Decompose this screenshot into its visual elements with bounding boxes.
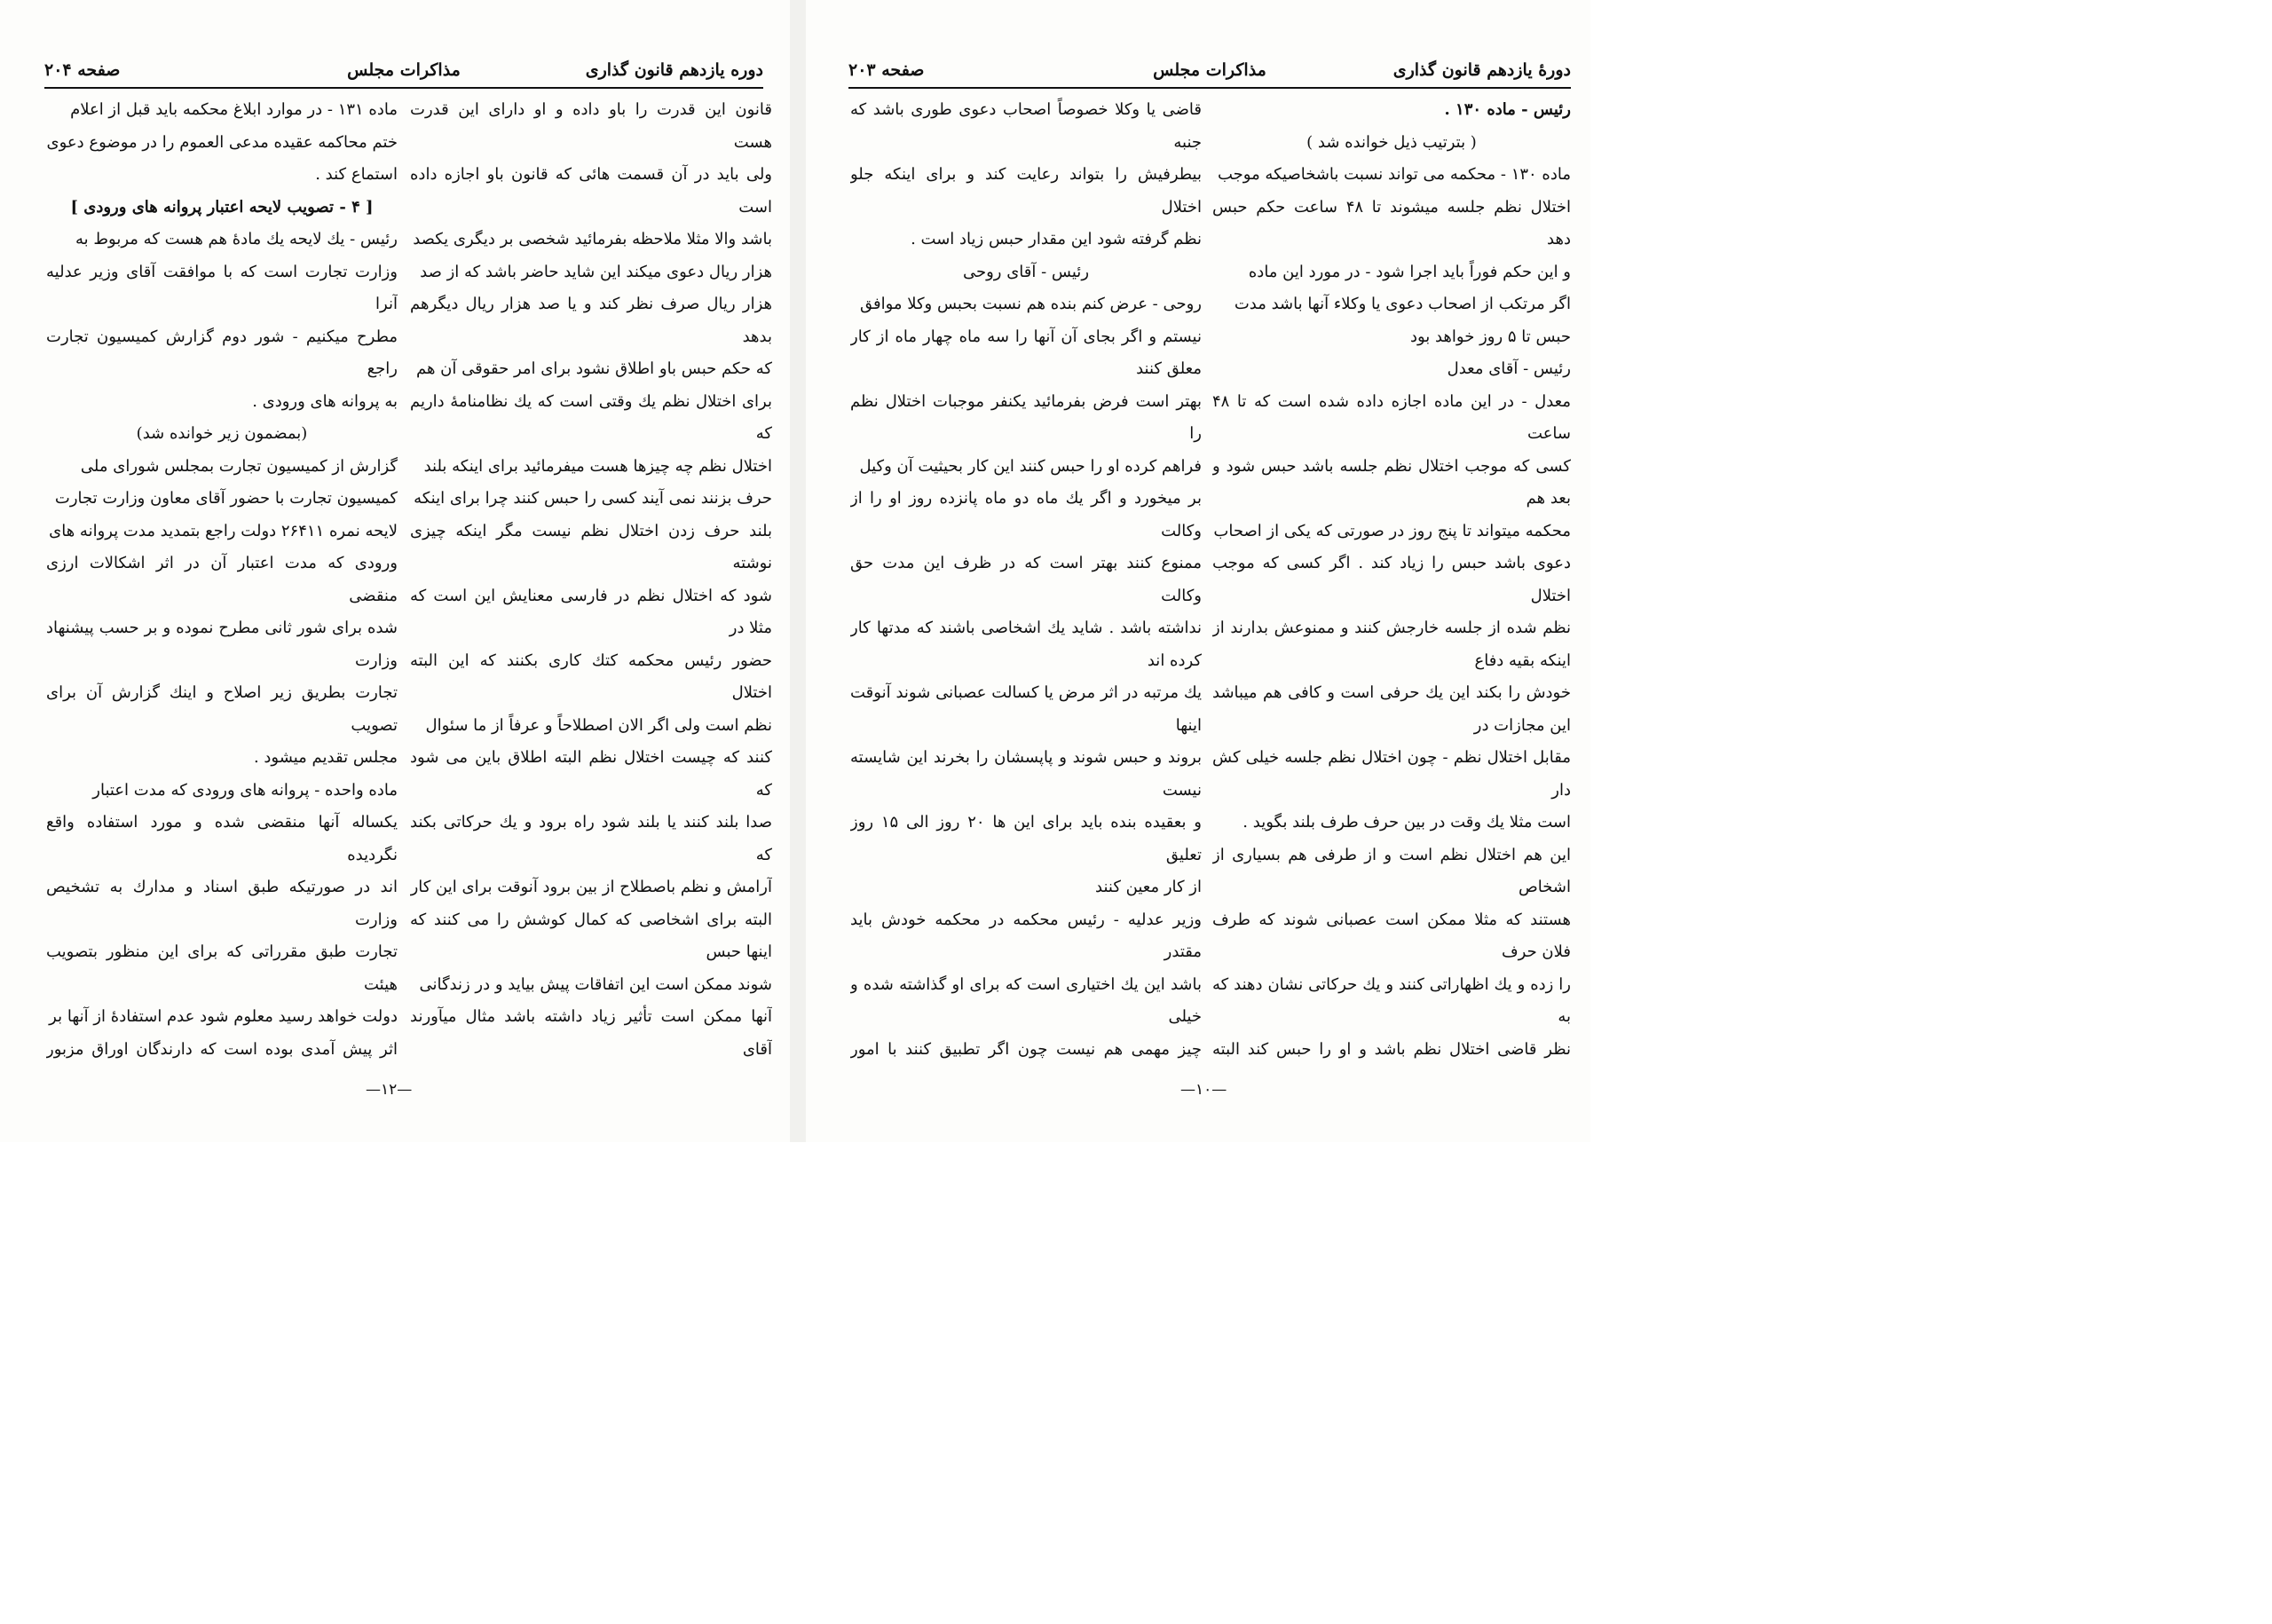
line: وزیر عدلیه - رئیس محکمه در محکمه خودش باید مقتدر xyxy=(850,910,1202,961)
reading-note: ( بترتیب ذیل خوانده شد ) xyxy=(1306,132,1477,152)
book-gutter xyxy=(790,0,806,1142)
header-title: مذاکرات مجلس xyxy=(347,60,461,80)
line: تجارت طبق مقرراتی که برای این منظور بتصویب هیئت xyxy=(46,942,398,994)
line: بر میخورد و اگر یك ماه دو ماه پانزده روز او را از وکالت xyxy=(850,489,1202,540)
line: استماع کند . xyxy=(315,165,398,184)
line: به پروانه های ورودی . xyxy=(252,391,398,411)
line: تجارت بطریق زیر اصلاح و اینك گزارش آن برای تصویب xyxy=(46,683,398,735)
line: رئیس - یك لایحه یك مادهٔ هم هست که مربوط به xyxy=(75,230,398,248)
header-page-number: صفحه ۲۰۳ xyxy=(848,60,925,80)
line: اختلال نظم چه چیزها هست میفرمائید برای اینکه بلند xyxy=(423,456,772,476)
text-column-right xyxy=(410,94,772,1070)
line: هزار ریال دعوی میکند این شاید حاضر باشد که از صد xyxy=(420,262,772,281)
line: البته برای اشخاصی که کمال کوشش را می کنند که اینها حبس xyxy=(410,910,772,961)
line: آنها ممکن است تأثیر زیاد داشته باشد مثال میآورند آقای xyxy=(410,1007,772,1059)
header-rule xyxy=(44,87,763,89)
line: خودش را بکند این یك حرفی است و کافی هم میباشد این مجازات در xyxy=(1212,683,1571,735)
line: نظر قاضی اختلال نظم باشد و او را حبس کند البته xyxy=(1212,1039,1571,1059)
line: باشد والا مثلا ملاحظه بفرمائید شخصی بر دیگری یکصد xyxy=(413,230,772,248)
line: اند در صورتیکه طبق اسناد و مدارك به تشخیص وزارت xyxy=(46,878,398,929)
line: هزار ریال صرف نظر کند و یا صد هزار ریال دیگرهم بدهد xyxy=(410,295,772,346)
line: مقابل اختلال نظم - چون اختلال نظم جلسه خیلی کش دار xyxy=(1212,748,1571,800)
line: ماده واحده - پروانه های ورودی که مدت اعتبار xyxy=(92,780,398,800)
line: اثر پیش آمدی بوده است که دارندگان اوراق مزبور xyxy=(46,1039,398,1059)
line: روحی - عرض کنم بنده هم نسبت بحبس وکلا موافق xyxy=(859,295,1202,313)
line: دعوی باشد حبس را زیاد کند . اگر کسی که موجب اختلال xyxy=(1212,554,1571,605)
line: مجلس تقدیم میشود . xyxy=(253,748,398,767)
line: ختم محاکمه عقیده مدعی العموم را در موضوع دعوی xyxy=(46,132,398,152)
line: کنند که چیست اختلال نظم البته اطلاق باین می شود که xyxy=(410,748,772,800)
line: را زده و یك اظهاراتی کنند و یك حرکاتی نشان دهند که به xyxy=(1212,974,1571,1026)
line: شوند ممکن است این اتفاقات پیش بیاید و در زندگانی xyxy=(419,974,772,994)
header-title: مذاکرات مجلس xyxy=(1153,60,1266,80)
line: که حکم حبس باو اطلاق نشود برای امر حقوقی آن هم xyxy=(415,359,772,378)
line: لایحه نمره ۲۶۴۱۱ دولت راجع بتمدید مدت پروانه های xyxy=(49,521,398,540)
line: قاضی یا وکلا خصوصاً اصحاب دعوی طوری باشد که جنبه xyxy=(850,100,1202,152)
line: نیستم و اگر بجای آن آنها را سه ماه چهار ماه از کار معلق کنند xyxy=(850,327,1202,378)
line: حبس تا ۵ روز خواهد بود xyxy=(1409,327,1571,346)
header-term: دوره یازدهم قانون گذاری xyxy=(585,60,763,80)
line: بیطرفیش را بتواند رعایت کند و برای اینکه جلو اختلال xyxy=(850,165,1202,217)
line: است مثلا یك وقت در بین حرف طرف بلند بگوید . xyxy=(1242,813,1571,832)
line: ورودی که مدت اعتبار آن در اثر اشکالات ارزی منقضی xyxy=(46,554,398,605)
line: و این حکم فوراً باید اجرا شود - در مورد این ماده xyxy=(1248,262,1571,281)
line: نظم شده از جلسه خارجش کنند و ممنوعش بدارند از اینکه بقیه دفاع xyxy=(1212,619,1571,670)
line: رئیس - آقای معدل xyxy=(1447,359,1571,378)
line: ممنوع کنند بهتر است که در ظرف این مدت حق وکالت xyxy=(850,554,1202,605)
text-column-right xyxy=(1212,94,1571,1070)
line: چیز مهمی هم نیست چون اگر تطبیق کنند با امور xyxy=(850,1039,1202,1059)
line: این هم اختلال نظم است و از طرفی هم بسیاری از اشخاص xyxy=(1212,845,1571,896)
folio-number: —۱۲— xyxy=(366,1081,413,1099)
line: کسی که موجب اختلال نظم جلسه باشد حبس شود و بعد هم xyxy=(1212,456,1571,508)
header-rule xyxy=(848,87,1571,89)
line: شود که اختلال نظم در فارسی معنایش این است که مثلا در xyxy=(410,586,772,637)
line: نظم گرفته شود این مقدار حبس زیاد است . xyxy=(911,230,1202,248)
line: حضور رئیس محکمه کتك کاری بکنند که این البته اختلال xyxy=(410,650,772,702)
folio-number: —۱۰— xyxy=(1180,1081,1227,1099)
line: معدل - در این ماده اجازه داده شده است که تا ۴۸ ساعت xyxy=(1212,391,1571,443)
section-heading: [ ۴ - تصویب لایحه اعتبار پروانه های ورودی ] xyxy=(70,197,374,217)
line: فراهم کرده او را حبس کنند این کار بحیثیت آن وکیل xyxy=(859,456,1202,476)
line: یکساله آنها منقضی شده و مورد استفاده واقع نگردیده xyxy=(46,813,398,864)
line: نداشته باشد . شاید یك اشخاصی باشند که مدتها کار کرده اند xyxy=(850,619,1202,670)
line: باشد این یك اختیاری است که برای او گذاشته شده و خیلی xyxy=(850,974,1202,1026)
line: محکمه میتواند تا پنج روز در صورتی که یکی از اصحاب xyxy=(1213,521,1571,540)
line: کمیسیون تجارت با حضور آقای معاون وزارت تجارت xyxy=(54,489,398,508)
line: دولت خواهد رسید معلوم شود عدم استفادهٔ از آنها بر xyxy=(49,1007,398,1026)
line: بروند و حبس شوند و پاپسشان را بخرند این شایسته نیست xyxy=(850,748,1202,800)
line: وزارت تجارت است که با موافقت آقای وزیر عدلیه آنرا xyxy=(46,262,398,313)
line: ماده ۱۳۰ - محکمه می تواند نسبت باشخاصیکه موجب xyxy=(1217,165,1571,184)
header-term: دورهٔ یازدهم قانون گذاری xyxy=(1392,60,1571,80)
line: و بعقیده بنده باید برای این ها ۲۰ روز الی ۱۵ روز تعلیق xyxy=(850,813,1202,864)
line: از کار معین کنند xyxy=(1095,878,1202,896)
section-heading: رئیس - ماده ۱۳۰ . xyxy=(1444,100,1571,119)
line: حرف بزنند نمی آیند کسی را حبس کنند چرا برای اینکه xyxy=(414,489,772,508)
line xyxy=(410,1066,772,1070)
line: آرامش و نظم باصطلاح از بین برود آنوقت برای این کار xyxy=(410,878,772,896)
line: قانون این قدرت را باو داده و او دارای این قدرت هست xyxy=(410,100,772,152)
left-page xyxy=(0,0,790,1142)
line: بهتر است فرض بفرمائید یکنفر موجبات اختلال نظم را xyxy=(850,391,1202,443)
text-column-left xyxy=(46,94,398,1070)
line: بلند حرف زدن اختلال نظم نیست مگر اینکه چیزی نوشته xyxy=(410,521,772,572)
line: مطرح میکنیم - شور دوم گزارش کمیسیون تجارت راجع xyxy=(46,327,398,378)
line: اگر مرتکب از اصحاب دعوی یا وکلاء آنها باشد مدت xyxy=(1234,295,1571,313)
page-header xyxy=(848,55,1571,85)
line: هستند که مثلا ممکن است عصبانی شوند که طرف فلان حرف xyxy=(1212,910,1571,961)
line: شده برای شور ثانی مطرح نموده و بر حسب پیشنهاد وزارت xyxy=(46,619,398,670)
reading-note: (بمضمون زیر خوانده شد) xyxy=(136,424,308,443)
right-page xyxy=(806,0,1590,1142)
line: صدا بلند کنند یا بلند شود راه برود و یك حرکاتی بکند که xyxy=(410,813,772,864)
line: یك مرتبه در اثر مرض یا کسالت عصبانی شوند آنوقت اینها xyxy=(850,683,1202,735)
line: اختلال نظم جلسه میشوند تا ۴۸ ساعت حکم حبس دهد xyxy=(1212,197,1571,248)
line: گزارش از کمیسیون تجارت بمجلس شورای ملی xyxy=(80,456,398,476)
page-header xyxy=(44,55,763,85)
line: رئیس - آقای روحی xyxy=(962,262,1090,281)
line: ولی باید در آن قسمت هائی که قانون باو اجازه داده است xyxy=(410,165,772,217)
line: ماده ۱۳۱ - در موارد ابلاغ محکمه باید قبل از اعلام xyxy=(70,100,398,119)
line: برای اختلال نظم یك وقتی است که یك نظامنامهٔ داریم که xyxy=(410,391,772,443)
header-page-number: صفحه ۲۰۴ xyxy=(44,60,121,80)
line: نظم است ولی اگر الان اصطلاحاً و عرفاً از ما سئوال xyxy=(425,715,772,735)
text-column-left xyxy=(850,94,1202,1070)
